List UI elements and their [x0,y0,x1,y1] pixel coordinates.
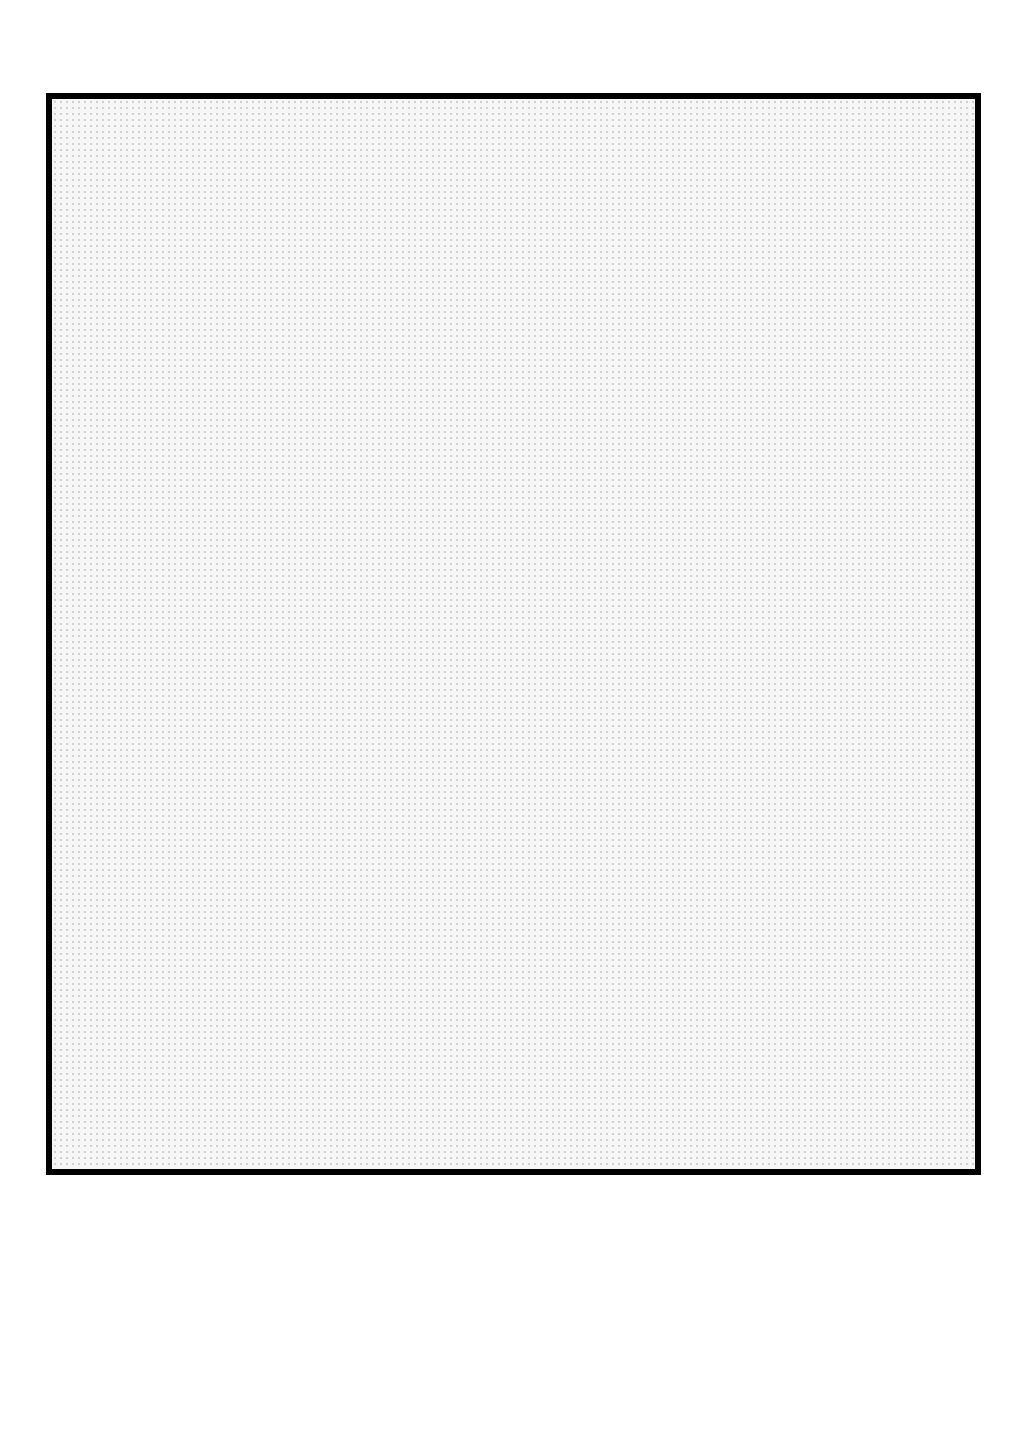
exercise-box [46,93,981,1175]
exercise-2-question-1 [49,1284,969,1308]
